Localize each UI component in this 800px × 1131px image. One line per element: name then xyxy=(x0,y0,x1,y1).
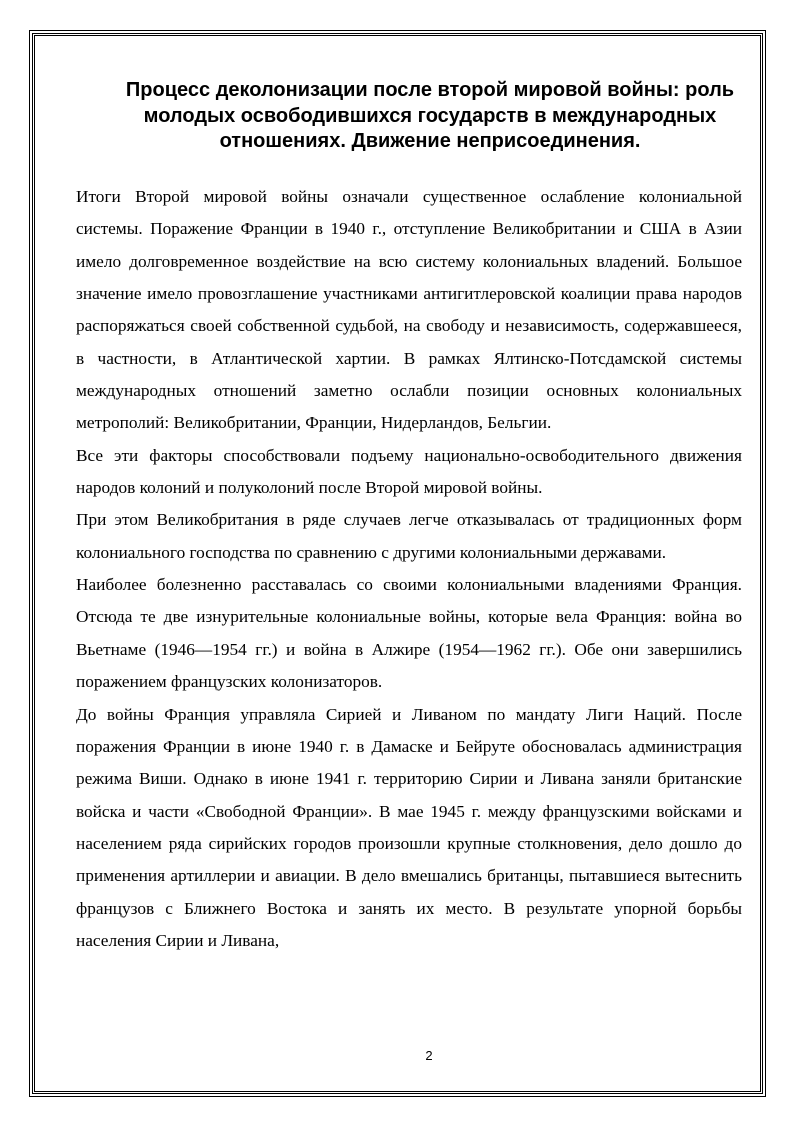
paragraph: Все эти факторы способствовали подъему национально-освободительного движения народов колоний и полуколоний после Второй мировой войны. xyxy=(76,445,742,498)
paragraph: До войны Франция управляла Сирией и Ливаном по мандату Лиги Наций. После поражения Франции в июне 1940 г. в Дамаске и Бейруте обосновалась администрация режима Виши. Однако в июне 1941 г. территорию Сирии и Ливана заняли британские войска и части «Свободной Франции». В мае 1945 г. между французскими войсками и населением ряда сирийских городов произошли крупные столкновения, дело дошло до применения артиллерии и авиации. В дело вмешались британцы, пытавшиеся вытеснить французов с Ближнего Востока и занять их место. В результате упорной борьбы населения Сирии и Ливана, xyxy=(76,704,742,950)
page-title: Процесс деколонизации после второй мировой войны: роль молодых освободившихся государств в международных отношениях. Движение неприсоединения. xyxy=(125,79,735,152)
page-number: 2 xyxy=(425,1048,433,1063)
paragraph: При этом Великобритания в ряде случаев легче отказывалась от традиционных форм колониального господства по сравнению с другими колониальными державами. xyxy=(76,510,742,562)
paragraph: Наиболее болезненно расставалась со своими колониальными владениями Франция. Отсюда те две изнурительные колониальные войны, которые вела Франция: война во Вьетнаме (1946—1954 гг.) и война в Алжире (1954—1962 гг.). Обе они завершились поражением французских колонизаторов. xyxy=(76,575,742,692)
document-body xyxy=(76,181,742,957)
paragraph: Итоги Второй мировой войны означали существенное ослабление колониальной системы. Поражение Франции в 1940 г., отступление Великобритании и США в Азии имело долговременное воздействие на всю систему колониальных владений. Большое значение имело провозглашение участниками антигитлеровской коалиции права народов распоряжаться своей собственной судьбой, на свободу и независимость, содержавшееся, в частности, в Атлантической хартии. В рамках Ялтинско-Потсдамской системы международных отношений заметно ослабли позиции основных колониальных метрополий: Великобритании, Франции, Нидерландов, Бельгии. xyxy=(76,187,742,433)
